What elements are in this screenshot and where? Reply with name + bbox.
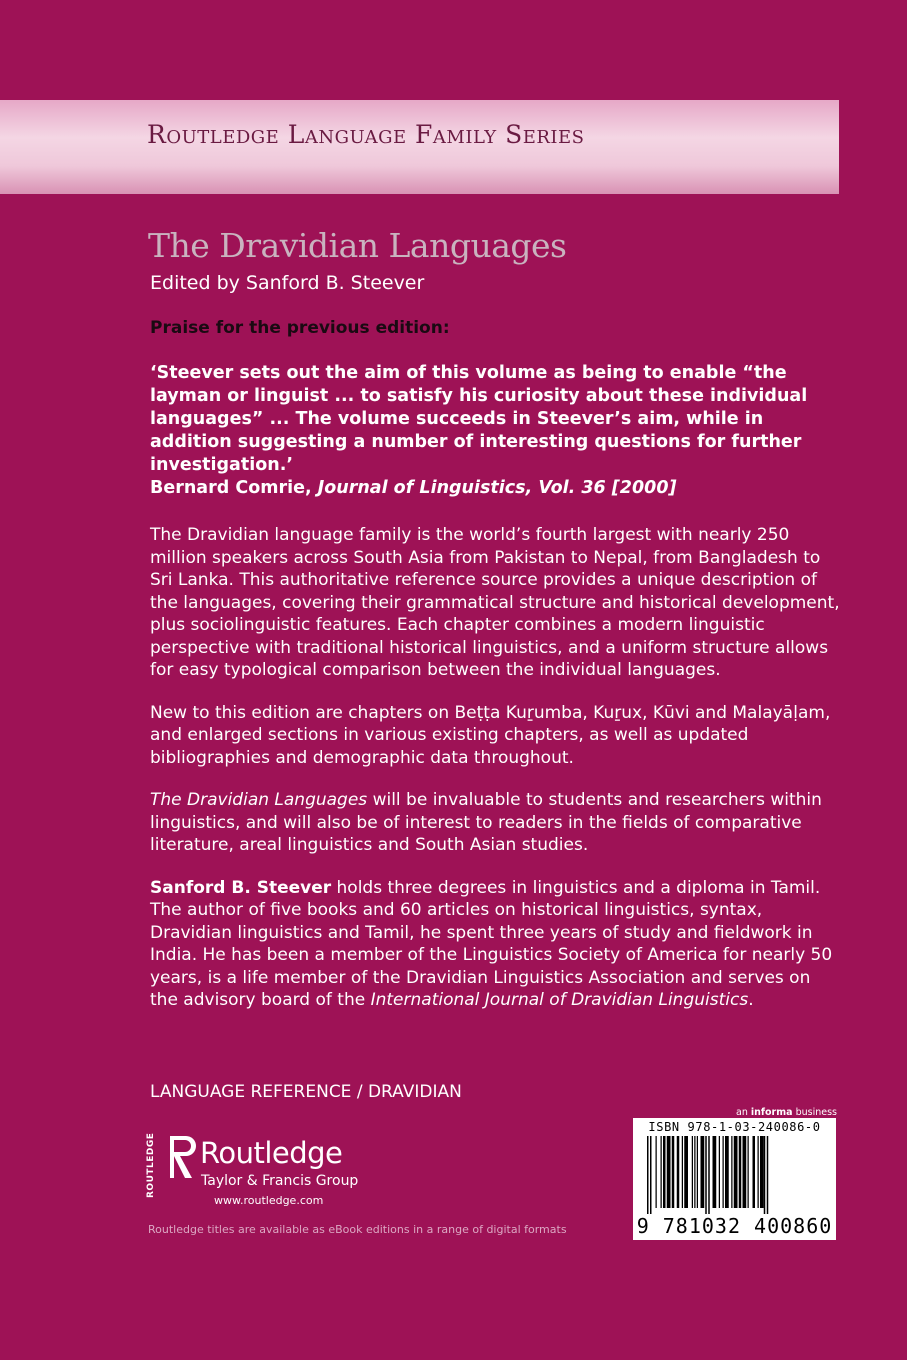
review-quote bbox=[150, 362, 840, 500]
book-title-inline: The Dravidian Languages bbox=[150, 790, 368, 810]
review-author: Bernard Comrie, bbox=[150, 478, 318, 498]
author-name: Sanford B. Steever bbox=[150, 877, 332, 898]
author-bio bbox=[150, 877, 840, 1012]
barcode-bar bbox=[667, 1136, 671, 1208]
journal-name: International Journal of Dravidian Linguistics bbox=[370, 990, 749, 1010]
barcode-bar bbox=[753, 1136, 756, 1208]
back-cover-text bbox=[150, 318, 840, 1012]
barcode-bar bbox=[719, 1136, 720, 1208]
barcode-bar bbox=[760, 1136, 764, 1208]
series-title: Routledge Language Family Series bbox=[147, 120, 585, 149]
barcode-bar bbox=[725, 1136, 729, 1208]
barcode-bar bbox=[694, 1136, 695, 1208]
description-paragraph-3 bbox=[150, 789, 840, 857]
barcode-bar bbox=[723, 1136, 724, 1208]
barcode-bar bbox=[739, 1136, 742, 1208]
barcode-bar bbox=[758, 1136, 759, 1208]
barcode-bar bbox=[656, 1136, 657, 1208]
publisher-logo bbox=[146, 1132, 386, 1212]
barcode-bar bbox=[743, 1136, 747, 1208]
review-attribution bbox=[150, 477, 840, 500]
review-source: Journal of Linguistics, Vol. 36 [2000] bbox=[317, 478, 677, 498]
barcode-bar bbox=[661, 1136, 662, 1208]
description-paragraph-2: New to this edition are chapters on Beṭṭa Kuṟumba, Kuṟux, Kūvi and Malayāḷam, and enlarged sections in various existing chapters, as well as updated bibliographies and demographic data throughout. bbox=[150, 702, 831, 768]
barcode-digits: 9 781032 400860 bbox=[636, 1214, 833, 1238]
informa-name: informa bbox=[750, 1107, 793, 1118]
barcode-bar bbox=[734, 1136, 738, 1208]
barcode-bar bbox=[684, 1136, 688, 1208]
praise-heading: Praise for the previous edition: bbox=[150, 318, 450, 338]
barcode-bar bbox=[705, 1136, 707, 1214]
barcode-bar bbox=[672, 1136, 675, 1208]
barcode-bar bbox=[731, 1136, 732, 1208]
ebook-note: Routledge titles are available as eBook editions in a range of digital formats bbox=[148, 1223, 567, 1236]
barcode-bars bbox=[643, 1136, 826, 1216]
barcode-bar bbox=[748, 1136, 749, 1208]
book-title: The Dravidian Languages bbox=[148, 226, 567, 265]
barcode-bar bbox=[701, 1136, 705, 1208]
review-quote-text: ‘Steever sets out the aim of this volume as being to enable “the layman or linguist ... to satisfy his curiosity about these individual languages” ... The volume succeeds in Steever’s aim, while in addition suggesting a number of interesting questions for further investigation.’ bbox=[150, 363, 808, 475]
informa-label bbox=[736, 1107, 837, 1118]
informa-prefix: an bbox=[736, 1107, 751, 1118]
barcode-bar bbox=[663, 1136, 666, 1208]
book-editor: Edited by Sanford B. Steever bbox=[150, 272, 425, 294]
author-bio-text: holds three degrees in linguistics and a diploma in Tamil. The author of five books and 60 articles on historical linguistics, syntax, Dravidian linguistics and Tamil, he spent three years of study and fieldwork in India. He has been a member of the Linguistics Society of America for nearly 50 years, is a life member of the Dravidian Linguistics Association and serves on the advisory board of the bbox=[150, 877, 833, 1010]
barcode-bar bbox=[697, 1136, 698, 1208]
publisher-url: www.routledge.com bbox=[214, 1194, 324, 1207]
publisher-name: Routledge bbox=[200, 1136, 343, 1170]
publisher-group: Taylor & Francis Group bbox=[201, 1173, 359, 1189]
routledge-r-icon bbox=[166, 1134, 198, 1180]
barcode-bar bbox=[708, 1136, 710, 1214]
barcode-bar bbox=[650, 1136, 652, 1214]
publisher-vertical-mark: ROUTLEDGE bbox=[146, 1132, 156, 1198]
barcode-bar bbox=[692, 1136, 693, 1208]
description-paragraph-3-text: will be invaluable to students and researchers within linguistics, and will also be of interest to readers in the fields of comparative literature, areal linguistics and South Asian studies. bbox=[150, 790, 822, 855]
description-paragraph-1: The Dravidian language family is the world’s fourth largest with nearly 250 million speakers across South Asia from Pakistan to Nepal, from Bangladesh to Sri Lanka. This authoritative reference source provides a unique description of the languages, covering their grammatical structure and historical development, plus sociolinguistic features. Each chapter combines a modern linguistic perspective with traditional historical linguistics, and a uniform structure allows for easy typological comparison between the individual languages. bbox=[150, 525, 840, 680]
barcode-bar bbox=[713, 1136, 717, 1208]
barcode-bar bbox=[682, 1136, 683, 1208]
author-bio-end: . bbox=[748, 990, 754, 1010]
barcode-bar bbox=[647, 1136, 649, 1214]
barcode bbox=[633, 1118, 836, 1240]
barcode-bar bbox=[764, 1136, 766, 1214]
isbn-label: ISBN 978-1-03-240086-0 bbox=[648, 1120, 821, 1134]
barcode-bar bbox=[767, 1136, 769, 1214]
informa-suffix: business bbox=[792, 1107, 837, 1118]
barcode-bar bbox=[677, 1136, 680, 1208]
subject-category: LANGUAGE REFERENCE / DRAVIDIAN bbox=[150, 1082, 462, 1102]
